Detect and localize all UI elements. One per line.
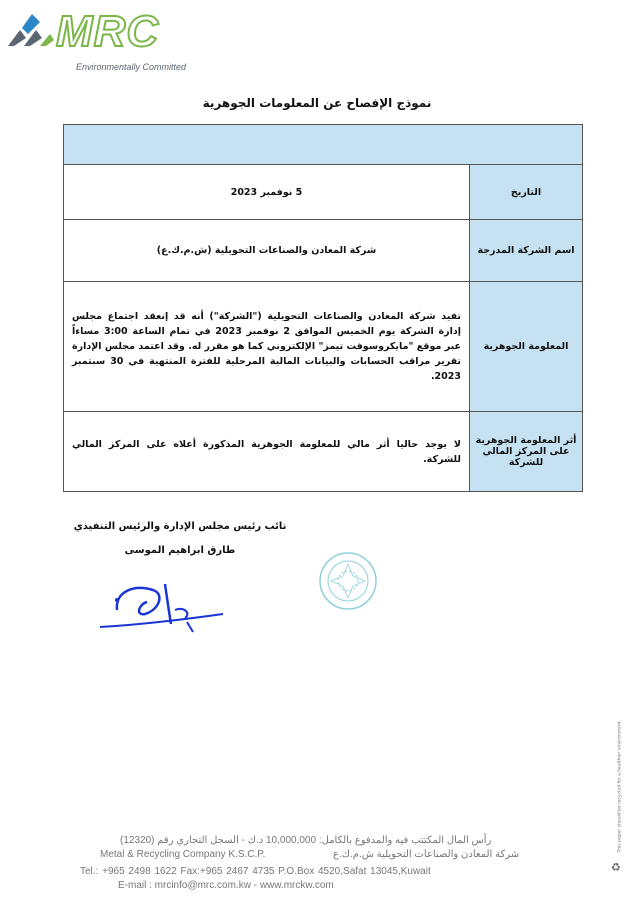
row-label-date: التاريخ: [470, 165, 583, 220]
row-label-material-info: المعلومة الجوهرية: [470, 282, 583, 412]
company-logo: [6, 4, 206, 76]
footer-company-name-en: Metal & Recycling Company K.S.C.P.: [100, 849, 266, 860]
logo-tagline: Environmentally Committed: [76, 62, 187, 72]
row-value-company: شركة المعادن والصناعات التحويلية (ش.م.ك.ع): [64, 220, 470, 282]
handwritten-signature: [95, 570, 225, 635]
row-value-material-info: تفيد شركة المعادن والصناعات التحويلية ("الشركة") أنه قد إنعقد اجتماع مجلس إدارة الشركة يوم الخميس الموافق 2 نوفمبر 2023 في تمام الساعة 3:00 مساءاً عبر موقع "مايكروسوفت تيمز" الإلكتروني كما هو مقرر له. وقد اعتمد مجلس الإدارة تقرير مراقب الحسابات والبيانات المالية المرحلية للفترة المنتهية في 30 سبتمبر 2023.: [64, 282, 470, 412]
table-row: [64, 165, 583, 220]
signatory-name: طارق ابراهيم الموسى: [124, 545, 236, 556]
table-header-cell: [64, 125, 583, 165]
footer-company-name-ar: شركة المعادن والصناعات التحويلية ش.م.ك.ع: [333, 849, 520, 860]
table-header-row: [64, 125, 583, 165]
row-value-date: 5 نوفمبر 2023: [64, 165, 470, 220]
footer-capital-line: رأس المال المكتتب فيه والمدفوع بالكامل: 10,000,000 د.ك - السجل التجاري رقم (12320): [120, 835, 492, 846]
document-title: نموذج الإفصاح عن المعلومات الجوهرية: [202, 96, 432, 110]
signatory-title: نائب رئيس مجلس الإدارة والرئيس التنفيذي: [73, 521, 287, 532]
row-label-company: اسم الشركة المدرجة: [470, 220, 583, 282]
table-row: [64, 282, 583, 412]
footer-email-web-line: E-mail : mrcinfo@mrc.com.kw - www.mrckw.com: [118, 880, 334, 891]
disclosure-table: [63, 124, 583, 492]
recycle-icon: ♻: [611, 861, 621, 874]
row-value-financial-impact: لا يوجد حاليا أثر مالي للمعلومة الجوهرية المذكورة أعلاه على المركز المالي للشركة.: [64, 412, 470, 492]
table-row: [64, 220, 583, 282]
recycle-note-text: This paper should be recycled for a healthier environment.: [617, 720, 623, 853]
logo-mark-icon: [6, 4, 56, 54]
recycle-note: [612, 718, 624, 858]
logo-wordmark: MRC: [56, 7, 160, 56]
table-row: [64, 412, 583, 492]
company-seal-icon: [317, 550, 379, 612]
footer-contact-line: Tel.: +965 2498 1622 Fax:+965 2467 4735 P.O.Box 4520,Safat 13045,Kuwait: [80, 866, 431, 877]
row-label-financial-impact: أثر المعلومة الجوهرية على المركز المالي للشركة: [470, 412, 583, 492]
